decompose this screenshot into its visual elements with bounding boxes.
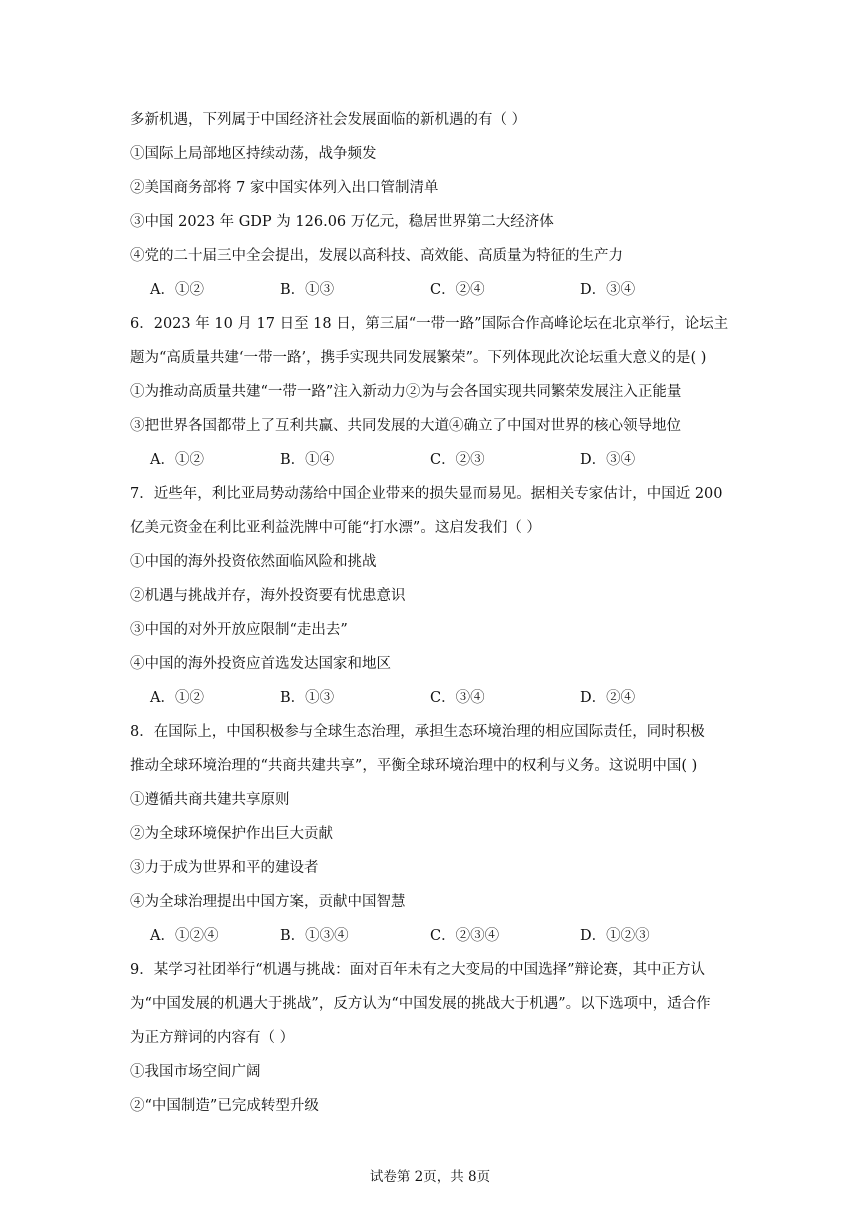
q7-item-4: ④中国的海外投资应首选发达国家和地区: [130, 656, 391, 672]
q5-item-1: ①国际上局部地区持续动荡，战争频发: [130, 146, 377, 162]
q5-stem-tail: 多新机遇，下列属于中国经济社会发展面临的新机遇的有（ ）: [130, 112, 527, 128]
q7-option-d[interactable]: D．②④: [580, 690, 636, 706]
q6-option-a[interactable]: A．①②: [150, 452, 204, 468]
q5-option-a[interactable]: A．①②: [150, 282, 204, 298]
q7-option-b[interactable]: B．①③: [280, 690, 335, 706]
q9-stem-line-3: 为正方辩词的内容有（ ）: [130, 1030, 295, 1046]
q7-item-2: ②机遇与挑战并存，海外投资要有忧患意识: [130, 588, 406, 604]
q9-stem-line-2: 为“中国发展的机遇大于挑战”，反方认为“中国发展的挑战大于机遇”。以下选项中，适合作: [130, 996, 711, 1012]
q9-stem-line-1: 9．某学习社团举行“机遇与挑战：面对百年未有之大变局的中国选择”辩论赛，其中正方认: [130, 962, 706, 978]
q5-item-4: ④党的二十届三中全会提出，发展以高科技、高效能、高质量为特征的生产力: [130, 248, 623, 264]
q7-stem-line-2: 亿美元资金在利比亚利益洗牌中可能“打水漂”。这启发我们（ ）: [130, 520, 541, 536]
q5-option-c[interactable]: C．②④: [430, 282, 485, 298]
q8-stem-line-1: 8．在国际上，中国积极参与全球生态治理，承担生态环境治理的相应国际责任，同时积极: [130, 724, 705, 740]
q8-stem-line-2: 推动全球环境治理的“共商共建共享”，平衡全球环境治理中的权利与义务。这说明中国( ): [130, 758, 698, 774]
q8-item-2: ②为全球环境保护作出巨大贡献: [130, 826, 333, 842]
q6-item-line-1: ①为推动高质量共建“一带一路”注入新动力②为与会各国实现共同繁荣发展注入正能量: [130, 384, 682, 400]
q7-option-a[interactable]: A．①②: [150, 690, 204, 706]
q6-option-c[interactable]: C．②③: [430, 452, 485, 468]
q8-option-a[interactable]: A．①②④: [150, 928, 219, 944]
q5-item-2: ②美国商务部将 7 家中国实体列入出口管制清单: [130, 180, 439, 196]
q5-item-3: ③中国 2023 年 GDP 为 126.06 万亿元，稳居世界第二大经济体: [130, 214, 554, 230]
q7-option-c[interactable]: C．③④: [430, 690, 485, 706]
q6-stem-line-2: 题为“高质量共建‘一带一路’，携手实现共同发展繁荣”。下列体现此次论坛重大意义的是( ): [130, 350, 707, 366]
q8-item-1: ①遵循共商共建共享原则: [130, 792, 290, 808]
q9-item-1: ①我国市场空间广阔: [130, 1064, 261, 1080]
q8-item-4: ④为全球治理提出中国方案，贡献中国智慧: [130, 894, 406, 910]
q6-item-line-2: ③把世界各国都带上了互利共赢、共同发展的大道④确立了中国对世界的核心领导地位: [130, 418, 681, 434]
page-footer: 试卷第 2页，共 8页: [369, 1169, 491, 1185]
q5-option-b[interactable]: B．①③: [280, 282, 335, 298]
q8-option-d[interactable]: D．①②③: [580, 928, 650, 944]
q6-option-d[interactable]: D．③④: [580, 452, 636, 468]
q7-stem-line-1: 7．近些年，利比亚局势动荡给中国企业带来的损失显而易见。据相关专家估计，中国近 200: [130, 486, 723, 502]
q7-item-3: ③中国的对外开放应限制“走出去”: [130, 622, 348, 638]
q7-item-1: ①中国的海外投资依然面临风险和挑战: [130, 554, 377, 570]
q8-option-c[interactable]: C．②③④: [430, 928, 500, 944]
q8-option-b[interactable]: B．①③④: [280, 928, 349, 944]
q5-option-d[interactable]: D．③④: [580, 282, 636, 298]
q6-option-b[interactable]: B．①④: [280, 452, 335, 468]
q8-item-3: ③力于成为世界和平的建设者: [130, 860, 319, 876]
q9-item-2: ②“中国制造”已完成转型升级: [130, 1098, 319, 1114]
q6-stem-line-1: 6．2023 年 10 月 17 日至 18 日，第三届“一带一路”国际合作高峰论坛在北京举行，论坛主: [130, 316, 729, 332]
